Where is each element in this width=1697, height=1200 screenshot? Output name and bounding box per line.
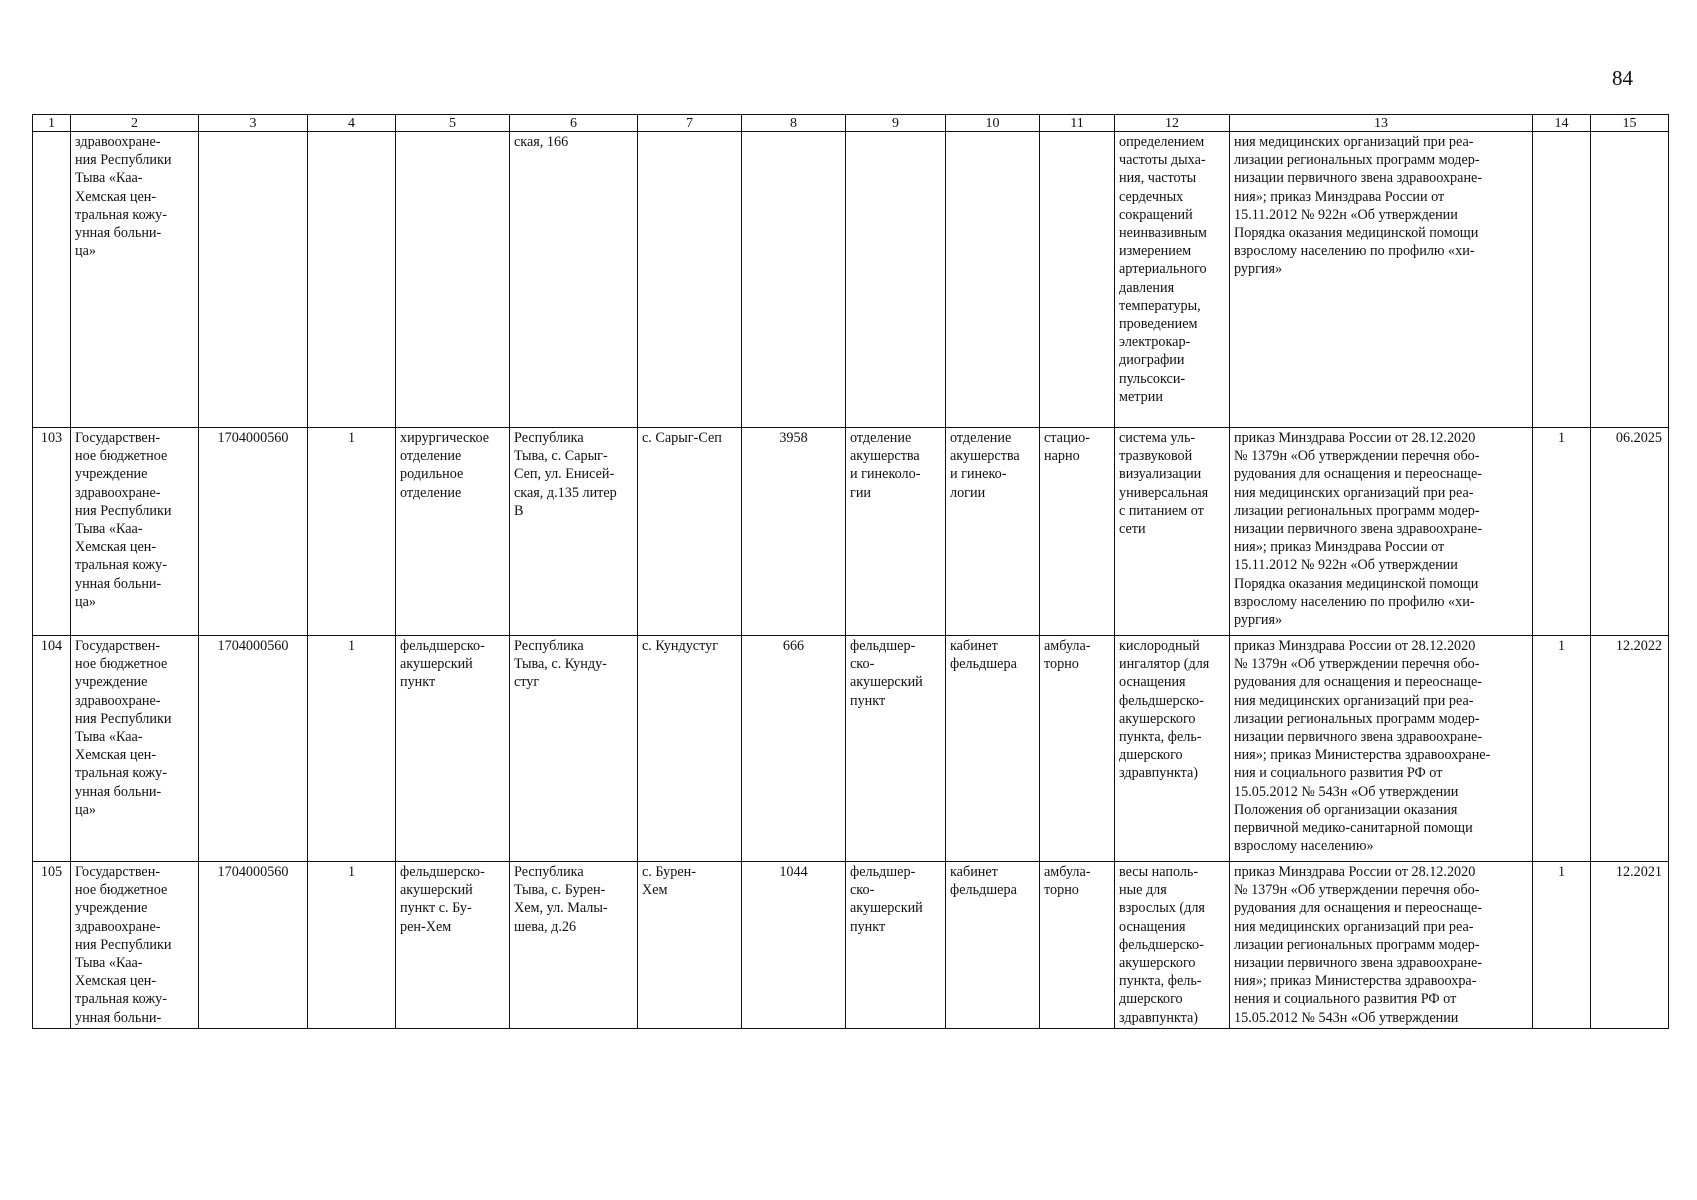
- cell-population: [742, 428, 846, 636]
- cell-care-condition: [1040, 132, 1115, 428]
- equipment-quantity-text: 1: [1557, 638, 1566, 654]
- locality-text: с. Кундустуг: [642, 638, 719, 654]
- institution-code-text: 1704000560: [217, 430, 289, 446]
- room-text: кабинет фельдшера: [950, 638, 1017, 673]
- cell-legal-basis: [1230, 132, 1533, 428]
- column-header-6: 6: [510, 115, 638, 132]
- institution-name-text: Государствен- ное бюджетное учреждение здравоохране- ния Республики Тыва «Каа- Хемская цен- тральная кожу- унная больни- ца»: [75, 430, 172, 610]
- cell-population: [742, 862, 846, 1029]
- cell-department: [396, 862, 510, 1029]
- department-text: фельдшерско- акушерский пункт с. Бу- рен-Хем: [400, 864, 485, 935]
- population-text: 3958: [779, 430, 808, 446]
- column-header-12: 12: [1115, 115, 1230, 132]
- cell-institution-code: [199, 636, 308, 862]
- cell-room: [946, 132, 1040, 428]
- cell-address: [510, 132, 638, 428]
- cell-care-condition: [1040, 428, 1115, 636]
- cell-row-number: [33, 636, 71, 862]
- cell-unit-profile: [846, 862, 946, 1029]
- care-condition-text: стацио- нарно: [1044, 430, 1090, 465]
- cell-institution-code: [199, 132, 308, 428]
- legal-basis-text: приказ Минздрава России от 28.12.2020 № 1379н «Об утверждении перечня обо- рудования для оснащения и переоснаще- ния медицинских организаций при реа- лизации региональных программ модер- низации первичного звена здравоохране- ния»; приказ Минздрава России от 15.11.2012 № 922н «Об утверждении Порядка оказания медицинской помощи взрослому населению по профилю «хи- рургия»: [1234, 430, 1483, 629]
- quantity-units-text: 1: [347, 430, 356, 446]
- population-text: 666: [782, 638, 805, 654]
- institution-code-text: 1704000560: [217, 638, 289, 654]
- cell-care-condition: [1040, 862, 1115, 1029]
- cell-legal-basis: [1230, 862, 1533, 1029]
- cell-population: [742, 132, 846, 428]
- legal-basis-text: приказ Минздрава России от 28.12.2020 № 1379н «Об утверждении перечня обо- рудования для оснащения и переоснаще- ния медицинских организаций при реа- лизации региональных программ модер- низации первичного звена здравоохране- ния»; приказ Министерства здравоохране- ния и социального развития РФ от 15.05.2012 № 543н «Об утверждении Положения об организации оказания первичной медико-санитарной помощи взрослому населению»: [1234, 638, 1491, 855]
- cell-institution-code: [199, 428, 308, 636]
- column-header-4: 4: [308, 115, 396, 132]
- cell-department: [396, 636, 510, 862]
- cell-locality: [638, 862, 742, 1029]
- cell-unit-profile: [846, 428, 946, 636]
- care-condition-text: амбула- торно: [1044, 638, 1091, 673]
- delivery-date-text: 12.2022: [1615, 638, 1662, 654]
- locality-text: с. Сарыг-Сеп: [642, 430, 722, 446]
- unit-profile-text: фельдшер- ско- акушерский пункт: [850, 864, 923, 935]
- cell-equipment-quantity: [1533, 132, 1591, 428]
- quantity-units-text: 1: [347, 638, 356, 654]
- cell-row-number: [33, 132, 71, 428]
- cell-unit-profile: [846, 132, 946, 428]
- cell-delivery-date: [1591, 428, 1669, 636]
- cell-equipment: [1115, 428, 1230, 636]
- institution-name-text: здравоохране- ния Республики Тыва «Каа- Хемская цен- тральная кожу- унная больни- ца»: [75, 134, 172, 260]
- address-text: Республика Тыва, с. Бурен- Хем, ул. Малы- шева, д.26: [514, 864, 608, 935]
- cell-address: [510, 636, 638, 862]
- department-text: хирургическое отделение родильное отделение: [400, 430, 490, 501]
- address-text: Республика Тыва, с. Сарыг- Сеп, ул. Енисей- ская, д.135 литер В: [514, 430, 617, 519]
- cell-locality: [638, 636, 742, 862]
- legal-basis-text: приказ Минздрава России от 28.12.2020 № 1379н «Об утверждении перечня обо- рудования для оснащения и переоснаще- ния медицинских организаций при реа- лизации региональных программ модер- низации первичного звена здравоохране- ния»; приказ Министерства здравоохра- нения и социального развития РФ от 15.05.2012 № 543н «Об утверждении: [1234, 864, 1483, 1026]
- column-header-14: 14: [1533, 115, 1591, 132]
- equipment-text: система уль- тразвуковой визуализации универсальная с питанием от сети: [1119, 430, 1209, 538]
- cell-delivery-date: [1591, 132, 1669, 428]
- cell-quantity-units: [308, 636, 396, 862]
- column-header-13: 13: [1230, 115, 1533, 132]
- cell-institution-name: [71, 132, 199, 428]
- column-header-2: 2: [71, 115, 199, 132]
- cell-equipment: [1115, 636, 1230, 862]
- column-header-11: 11: [1040, 115, 1115, 132]
- cell-address: [510, 428, 638, 636]
- equipment-text: весы наполь- ные для взрослых (для оснащения фельдшерско- акушерского пункта, фель- дшерского здравпункта): [1119, 864, 1205, 1026]
- cell-institution-name: [71, 636, 199, 862]
- cell-address: [510, 862, 638, 1029]
- cell-equipment: [1115, 132, 1230, 428]
- column-header-3: 3: [199, 115, 308, 132]
- equipment-quantity-text: 1: [1557, 864, 1566, 880]
- cell-institution-name: [71, 862, 199, 1029]
- cell-delivery-date: [1591, 636, 1669, 862]
- cell-equipment-quantity: [1533, 636, 1591, 862]
- cell-care-condition: [1040, 636, 1115, 862]
- column-header-9: 9: [846, 115, 946, 132]
- cell-delivery-date: [1591, 862, 1669, 1029]
- table-row: [33, 428, 1669, 636]
- cell-equipment: [1115, 862, 1230, 1029]
- table-row: [33, 862, 1669, 1029]
- row-number-text: 103: [40, 430, 63, 446]
- cell-institution-code: [199, 862, 308, 1029]
- cell-department: [396, 132, 510, 428]
- room-text: отделение акушерства и гинеко- логии: [950, 430, 1020, 501]
- equipment-text: определением частоты дыха- ния, частоты сердечных сокращений неинвазивным измерением артериального давления температуры, проведением электрокар- диографии пульсокси- метрии: [1119, 134, 1207, 405]
- population-text: 1044: [779, 864, 808, 880]
- cell-room: [946, 428, 1040, 636]
- cell-institution-name: [71, 428, 199, 636]
- table-body: [33, 115, 1669, 1029]
- row-number-text: 104: [40, 638, 63, 654]
- column-header-8: 8: [742, 115, 846, 132]
- room-text: кабинет фельдшера: [950, 864, 1017, 899]
- cell-quantity-units: [308, 132, 396, 428]
- cell-legal-basis: [1230, 428, 1533, 636]
- column-header-1: 1: [33, 115, 71, 132]
- cell-department: [396, 428, 510, 636]
- delivery-date-text: 12.2021: [1615, 864, 1662, 880]
- column-header-10: 10: [946, 115, 1040, 132]
- page-number: 84: [1612, 66, 1633, 90]
- legal-basis-text: ния медицинских организаций при реа- лизации региональных программ модер- низации первичного звена здравоохране- ния»; приказ Минздрава России от 15.11.2012 № 922н «Об утверждении Порядка оказания медицинской помощи взрослому населению по профилю «хи- рургия»: [1234, 134, 1483, 278]
- department-text: фельдшерско- акушерский пункт: [400, 638, 485, 691]
- cell-row-number: [33, 862, 71, 1029]
- institution-name-text: Государствен- ное бюджетное учреждение здравоохране- ния Республики Тыва «Каа- Хемская цен- тральная кожу- унная больни- ца»: [75, 638, 172, 818]
- cell-row-number: [33, 428, 71, 636]
- cell-room: [946, 862, 1040, 1029]
- row-number-text: 105: [40, 864, 63, 880]
- equipment-table: [32, 114, 1669, 1029]
- care-condition-text: амбула- торно: [1044, 864, 1091, 899]
- locality-text: с. Бурен- Хем: [642, 864, 696, 899]
- address-text: ская, 166: [514, 134, 569, 150]
- unit-profile-text: фельдшер- ско- акушерский пункт: [850, 638, 923, 709]
- table-row: [33, 132, 1669, 428]
- cell-room: [946, 636, 1040, 862]
- quantity-units-text: 1: [347, 864, 356, 880]
- equipment-text: кислородный ингалятор (для оснащения фельдшерско- акушерского пункта, фель- дшерского здравпункта): [1119, 638, 1210, 782]
- equipment-quantity-text: 1: [1557, 430, 1566, 446]
- column-header-15: 15: [1591, 115, 1669, 132]
- delivery-date-text: 06.2025: [1615, 430, 1662, 446]
- unit-profile-text: отделение акушерства и гинеколо- гии: [850, 430, 921, 501]
- institution-code-text: 1704000560: [217, 864, 289, 880]
- address-text: Республика Тыва, с. Кунду- стуг: [514, 638, 607, 691]
- cell-quantity-units: [308, 428, 396, 636]
- column-header-row: [33, 115, 1669, 132]
- cell-equipment-quantity: [1533, 428, 1591, 636]
- column-header-7: 7: [638, 115, 742, 132]
- cell-population: [742, 636, 846, 862]
- cell-unit-profile: [846, 636, 946, 862]
- column-header-5: 5: [396, 115, 510, 132]
- cell-locality: [638, 132, 742, 428]
- cell-equipment-quantity: [1533, 862, 1591, 1029]
- table-row: [33, 636, 1669, 862]
- institution-name-text: Государствен- ное бюджетное учреждение здравоохране- ния Республики Тыва «Каа- Хемская цен- тральная кожу- унная больни-: [75, 864, 172, 1026]
- cell-legal-basis: [1230, 636, 1533, 862]
- cell-quantity-units: [308, 862, 396, 1029]
- cell-locality: [638, 428, 742, 636]
